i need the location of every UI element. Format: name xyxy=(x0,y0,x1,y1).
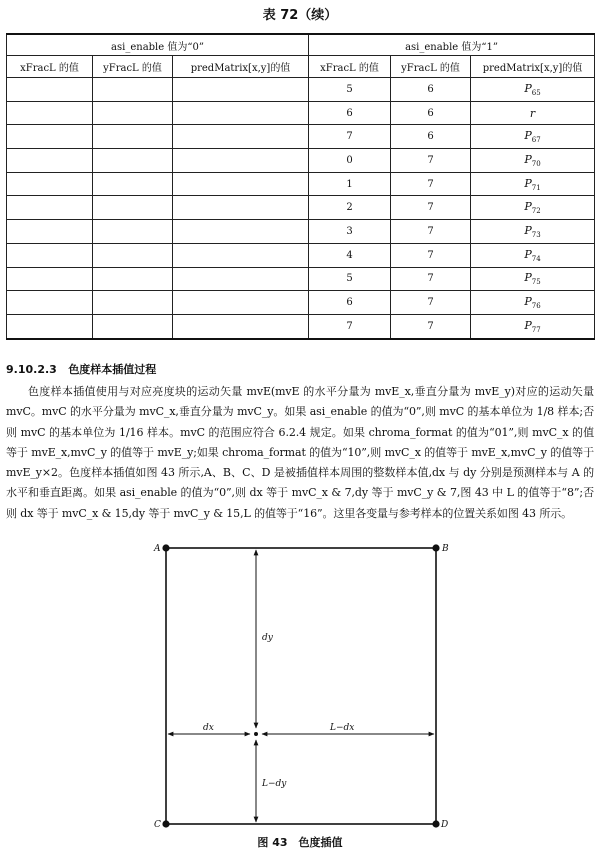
column-header: xFracL 的值 xyxy=(309,56,391,78)
predmatrix-subscript: 67 xyxy=(531,136,541,145)
table-row xyxy=(7,220,595,244)
table-row xyxy=(7,291,595,315)
sample-grid-square xyxy=(166,548,436,824)
predmatrix-value: P xyxy=(524,200,532,214)
empty-cell xyxy=(173,220,309,244)
empty-cell xyxy=(7,267,93,291)
table-row xyxy=(7,101,595,125)
label-l-minus-dx: L−dx xyxy=(330,723,355,733)
predmatrix-subscript: 70 xyxy=(531,159,541,168)
predmatrix-cell xyxy=(471,196,595,220)
label-dx: dx xyxy=(203,723,214,733)
empty-cell xyxy=(93,196,173,220)
predmatrix-value: P xyxy=(524,247,532,261)
yfrac-cell: 7 xyxy=(391,243,471,267)
yfrac-cell: 7 xyxy=(391,196,471,220)
yfrac-cell: 7 xyxy=(391,314,471,338)
sample-point-a xyxy=(162,544,169,551)
empty-cell xyxy=(7,172,93,196)
predicted-sample-point xyxy=(254,732,258,736)
table-caption: 表 72（续） xyxy=(262,8,338,23)
label-c: C xyxy=(154,820,161,830)
column-header: yFracL 的值 xyxy=(391,56,471,78)
chroma-interpolation-figure xyxy=(150,542,450,832)
predmatrix-cell xyxy=(471,291,595,315)
xfrac-cell: 1 xyxy=(309,172,391,196)
column-header: xFracL 的值 xyxy=(7,56,93,78)
body-paragraph: 色度样本插值使用与对应亮度块的运动矢量 mvE(mvE 的水平分量为 mvE_x,垂直分量为 mvE_y)对应的运动矢量 mvC。mvC 的水平分量为 mvC_x,垂直分量为 mvC_y。如果 asi_enable 的值为“0”,则 mvC 的基本单位为 1/8 样本;否则 mvC 的基本单位为 1/16 样本。mvC 的范围应符合 6.2.4 规定。如果 chroma_format 的值为“01”,则 mvC_x 的值等于 mvE_x,mvC_y 的值等于 mvE_y;如果 chroma_format 的值为“10”,则 mvC_x 的值等于 mvE_x,mvC_y 的值等于 mvE_y×2。色度样本插值如图 43 所示,A、B、C、D 是被插值样本周围的整数样本值,dx 与 dy 分别是预测样本与 A 的水平和垂直距离。如果 asi_enable 的值为“0”,则 dx 等于 mvC_x & 7,dy 等于 mvC_y & 7,图 43 中 L 的值等于“8”;否则 dx 等于 mvC_x & 15,dy 等于 mvC_y & 15,L 的值等于“16”。这里各变量与参考样本的位置关系如图 43 所示。 xyxy=(6,385,594,520)
figure-caption: 图 43 色度插值 xyxy=(257,836,343,849)
predmatrix-value: P xyxy=(524,81,532,95)
predmatrix-value: r xyxy=(529,106,536,120)
column-header: predMatrix[x,y]的值 xyxy=(471,56,595,78)
empty-cell xyxy=(173,291,309,315)
yfrac-cell: 7 xyxy=(391,267,471,291)
empty-cell xyxy=(173,125,309,149)
xfrac-cell: 5 xyxy=(309,78,391,102)
empty-cell xyxy=(173,78,309,102)
section-title: 色度样本插值过程 xyxy=(68,363,157,376)
empty-cell xyxy=(173,243,309,267)
label-b: B xyxy=(442,544,449,554)
empty-cell xyxy=(173,314,309,338)
predmatrix-subscript: 77 xyxy=(531,325,541,334)
sample-point-b xyxy=(432,544,439,551)
group-header-asi-0: asi_enable 值为“0” xyxy=(7,34,309,56)
predmatrix-subscript: 75 xyxy=(531,278,541,287)
predmatrix-cell xyxy=(471,243,595,267)
empty-cell xyxy=(93,314,173,338)
yfrac-cell: 7 xyxy=(391,220,471,244)
predmatrix-value: P xyxy=(524,223,532,237)
xfrac-cell: 5 xyxy=(309,267,391,291)
predmatrix-value: P xyxy=(524,152,532,166)
empty-cell xyxy=(93,243,173,267)
empty-cell xyxy=(173,172,309,196)
predmatrix-value: P xyxy=(524,295,532,309)
section-number: 9.10.2.3 xyxy=(6,363,57,376)
label-a: A xyxy=(154,544,161,554)
predmatrix-value: P xyxy=(524,271,532,285)
empty-cell xyxy=(93,101,173,125)
empty-cell xyxy=(173,101,309,125)
predmatrix-cell xyxy=(471,125,595,149)
table-row xyxy=(7,196,595,220)
interpolation-table xyxy=(6,33,595,340)
predmatrix-cell xyxy=(471,101,595,125)
xfrac-cell: 0 xyxy=(309,149,391,173)
predmatrix-subscript: 74 xyxy=(531,254,541,263)
empty-cell xyxy=(93,291,173,315)
table-row xyxy=(7,172,595,196)
xfrac-cell: 7 xyxy=(309,314,391,338)
section-heading xyxy=(6,361,156,377)
empty-cell xyxy=(7,196,93,220)
empty-cell xyxy=(173,196,309,220)
empty-cell xyxy=(7,314,93,338)
empty-cell xyxy=(173,149,309,173)
table-row xyxy=(7,314,595,338)
empty-cell xyxy=(93,78,173,102)
yfrac-cell: 6 xyxy=(391,101,471,125)
table-row xyxy=(7,125,595,149)
predmatrix-subscript: 72 xyxy=(531,207,541,216)
table-row xyxy=(7,78,595,102)
empty-cell xyxy=(7,220,93,244)
table-row xyxy=(7,149,595,173)
xfrac-cell: 2 xyxy=(309,196,391,220)
predmatrix-value: P xyxy=(524,129,532,143)
label-d: D xyxy=(441,820,449,830)
label-l-minus-dy: L−dy xyxy=(262,779,287,789)
yfrac-cell: 7 xyxy=(391,172,471,196)
empty-cell xyxy=(173,267,309,291)
predmatrix-cell xyxy=(471,314,595,338)
predmatrix-cell xyxy=(471,149,595,173)
yfrac-cell: 6 xyxy=(391,78,471,102)
empty-cell xyxy=(93,172,173,196)
empty-cell xyxy=(7,125,93,149)
predmatrix-subscript: 73 xyxy=(531,230,541,239)
predmatrix-cell xyxy=(471,78,595,102)
predmatrix-subscript: 76 xyxy=(531,302,541,311)
predmatrix-cell xyxy=(471,220,595,244)
predmatrix-subscript: 71 xyxy=(531,183,541,192)
empty-cell xyxy=(7,243,93,267)
table-row xyxy=(7,243,595,267)
xfrac-cell: 6 xyxy=(309,101,391,125)
yfrac-cell: 7 xyxy=(391,149,471,173)
sample-point-c xyxy=(162,820,169,827)
predmatrix-cell xyxy=(471,172,595,196)
xfrac-cell: 7 xyxy=(309,125,391,149)
xfrac-cell: 4 xyxy=(309,243,391,267)
predmatrix-value: P xyxy=(524,318,532,332)
sample-point-d xyxy=(432,820,439,827)
empty-cell xyxy=(93,149,173,173)
column-header: yFracL 的值 xyxy=(93,56,173,78)
label-dy: dy xyxy=(262,633,273,643)
empty-cell xyxy=(93,220,173,244)
predmatrix-cell xyxy=(471,267,595,291)
empty-cell xyxy=(7,78,93,102)
table-row xyxy=(7,267,595,291)
empty-cell xyxy=(7,149,93,173)
predmatrix-value: P xyxy=(524,176,532,190)
column-header: predMatrix[x,y]的值 xyxy=(173,56,309,78)
xfrac-cell: 3 xyxy=(309,220,391,244)
empty-cell xyxy=(7,291,93,315)
empty-cell xyxy=(93,267,173,291)
empty-cell xyxy=(7,101,93,125)
yfrac-cell: 7 xyxy=(391,291,471,315)
yfrac-cell: 6 xyxy=(391,125,471,149)
predmatrix-subscript: 65 xyxy=(531,88,541,97)
xfrac-cell: 6 xyxy=(309,291,391,315)
empty-cell xyxy=(93,125,173,149)
group-header-asi-1: asi_enable 值为“1” xyxy=(309,34,595,56)
